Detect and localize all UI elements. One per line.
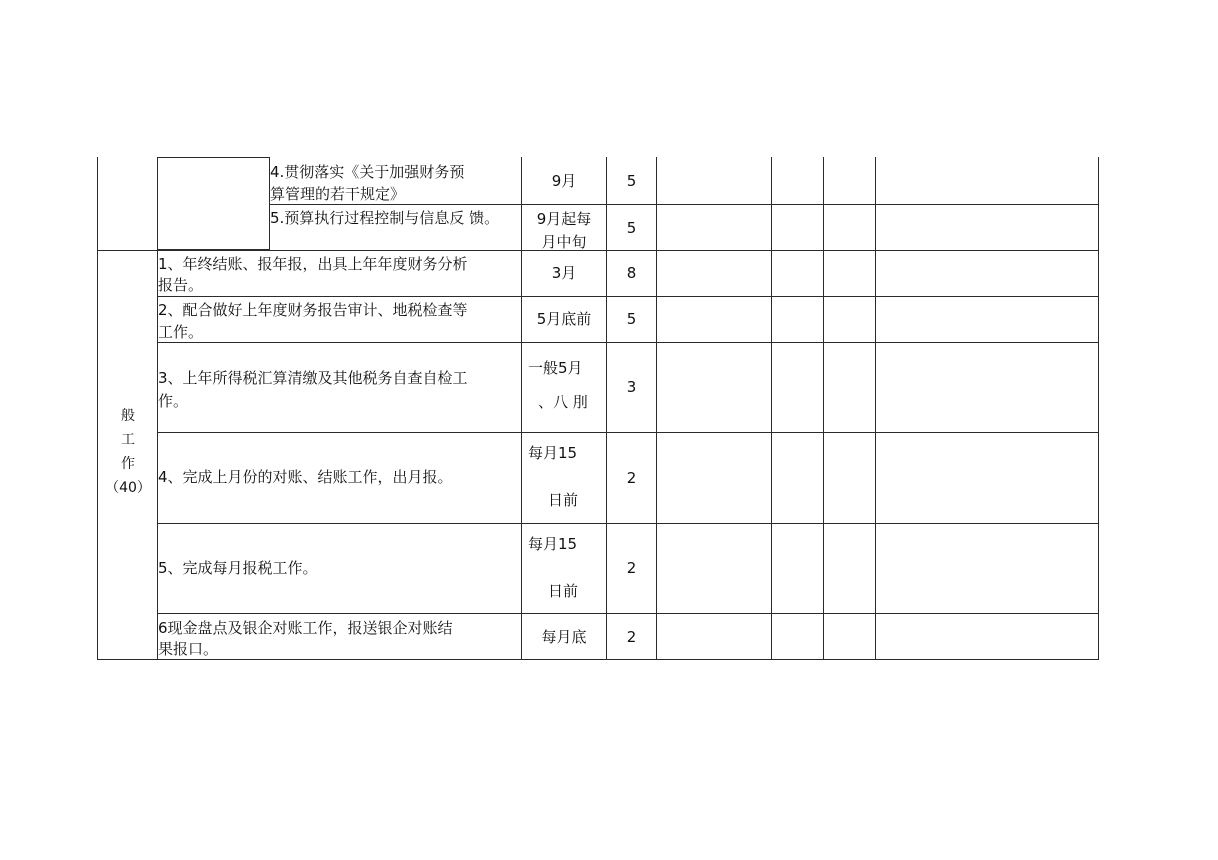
row-border xyxy=(157,157,270,158)
task-text: 5、完成每月报税工作。 xyxy=(158,559,318,577)
time-text: 日前 xyxy=(548,491,579,509)
score-text: 5 xyxy=(626,172,637,190)
task-text: 工作。 xyxy=(158,323,204,341)
score-text: 8 xyxy=(626,264,637,282)
category-char: 作 xyxy=(121,456,135,472)
time-text: 每月15 xyxy=(528,444,578,462)
col-border xyxy=(875,157,876,660)
category-label xyxy=(100,404,156,500)
task-text: 3、上年所得税汇算清缴及其他税务自查自检工 xyxy=(158,369,468,387)
score-text: 5 xyxy=(626,219,637,237)
score-text: 2 xyxy=(626,469,637,487)
col-border xyxy=(823,157,824,660)
task-text: 4.贯彻落实《关于加强财务预 xyxy=(270,163,465,181)
col-border xyxy=(771,157,772,660)
task-text: 4、完成上月份的对账、结账工作，出月报。 xyxy=(158,468,453,486)
time-text: 、八 刖 xyxy=(538,393,588,411)
score-text: 2 xyxy=(626,628,637,646)
row-border xyxy=(157,342,1099,343)
task-text: 报告。 xyxy=(158,276,204,294)
task-text: 1、年终结账、报年报，出具上年年度财务分析 xyxy=(158,255,468,273)
score-text: 5 xyxy=(626,310,637,328)
task-text: 6现金盘点及银企对账工作，报送银企对账结 xyxy=(158,619,453,637)
time-text: 3月 xyxy=(551,264,577,282)
row-border xyxy=(97,659,1099,660)
category-weight: （40） xyxy=(105,480,151,496)
category-char: 般 xyxy=(121,408,135,424)
category-char: 工 xyxy=(121,432,135,448)
task-text: 5.预算执行过程控制与信息反 馈。 xyxy=(270,209,500,227)
time-text: 每月底 xyxy=(541,628,587,646)
score-text: 3 xyxy=(626,378,637,396)
time-text: 日前 xyxy=(548,582,579,600)
score-text: 2 xyxy=(626,559,637,577)
time-text: 9月起每 xyxy=(536,210,592,228)
task-text: 2、配合做好上年度财务报告审计、地税检查等 xyxy=(158,301,468,319)
task-text: 果报口。 xyxy=(158,640,219,658)
col-border xyxy=(1098,157,1099,660)
row-border xyxy=(157,296,1099,297)
time-text: 5月底前 xyxy=(536,310,592,328)
task-text: 算管理的若干规定》 xyxy=(270,185,406,203)
time-text: 9月 xyxy=(551,172,577,190)
col-border xyxy=(97,157,98,660)
time-text: 一般5月 xyxy=(528,359,583,377)
col-border xyxy=(656,157,657,660)
row-border xyxy=(157,432,1099,433)
time-text: 月中旬 xyxy=(541,233,587,251)
task-text: 作。 xyxy=(158,392,189,410)
time-text: 每月15 xyxy=(528,535,578,553)
row-border xyxy=(157,613,1099,614)
row-border xyxy=(157,523,1099,524)
